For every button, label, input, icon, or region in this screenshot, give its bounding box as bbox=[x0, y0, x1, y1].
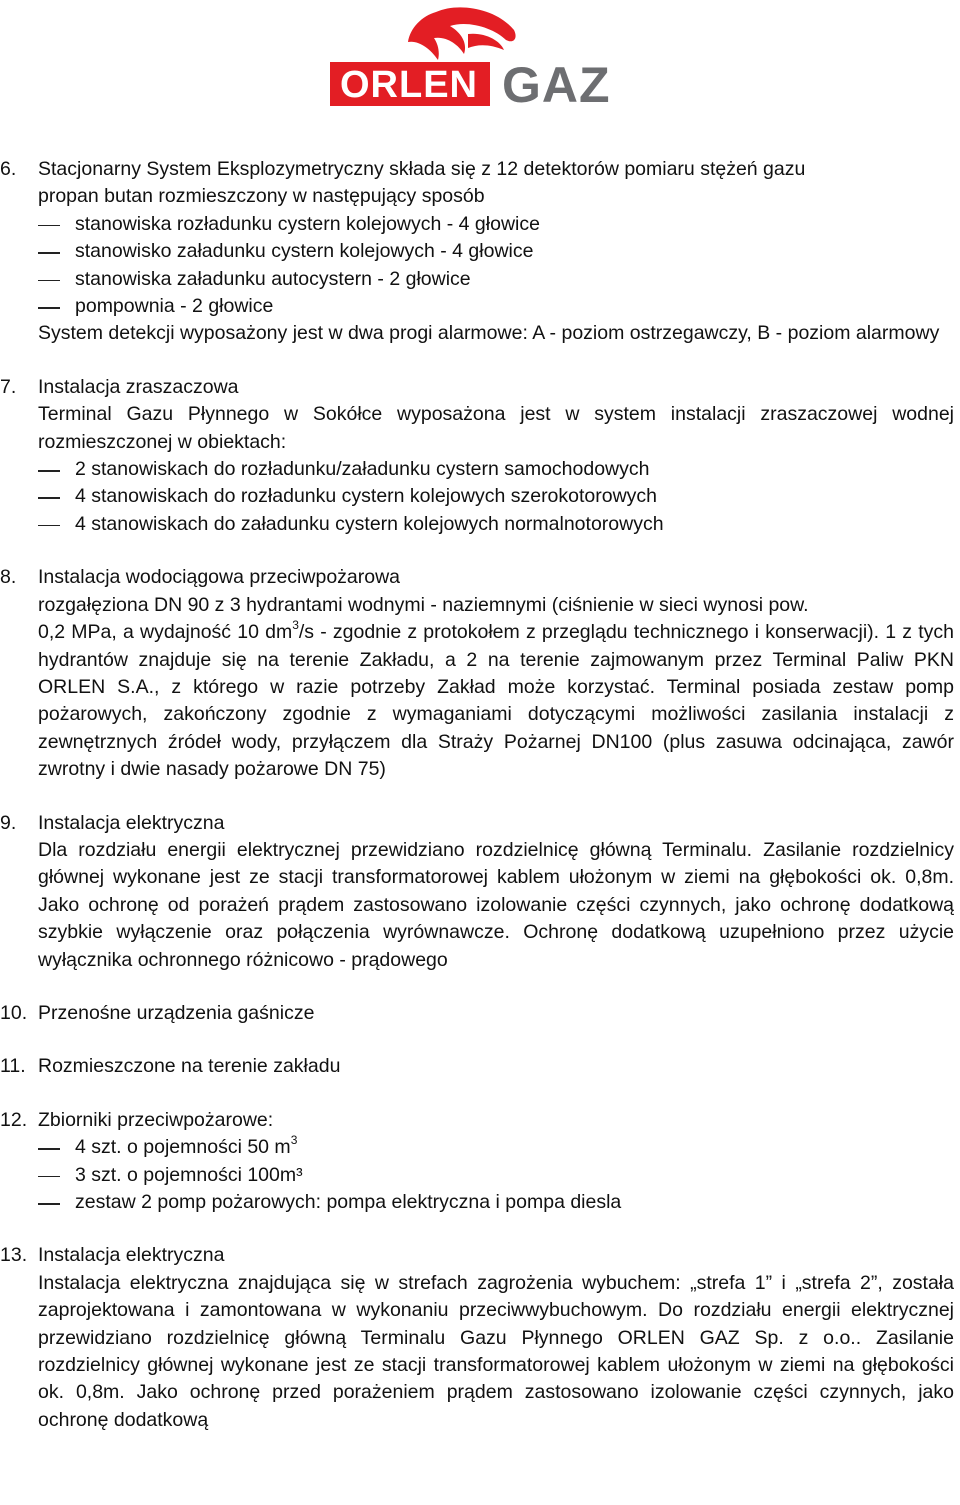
section-6-intro-line2: propan butan rozmieszczony w następujący sposób bbox=[38, 185, 485, 208]
section-number: 9. bbox=[0, 811, 17, 834]
list-item: 4 stanowiskach do załadunku cystern kolejowych normalnotorowych bbox=[38, 511, 954, 538]
section-number: 7. bbox=[0, 375, 17, 398]
list-item: stanowiska załadunku autocystern - 2 głowice bbox=[38, 266, 954, 293]
section-8-paragraph bbox=[38, 619, 954, 783]
section-8-line1: rozgałęziona DN 90 z 3 hydrantami wodnymi - naziemnymi (ciśnienie w sieci wynosi pow. bbox=[38, 593, 809, 616]
section-6-list bbox=[38, 211, 954, 321]
section-number: 10. bbox=[0, 1001, 28, 1024]
section-10 bbox=[0, 1000, 960, 1027]
section-number: 13. bbox=[0, 1244, 28, 1267]
section-number: 6. bbox=[0, 158, 17, 180]
list-item: 2 stanowiskach do rozładunku/załadunku cystern samochodowych bbox=[38, 456, 954, 483]
list-item: stanowiska rozładunku cystern kolejowych - 4 głowice bbox=[38, 211, 954, 238]
section-6-outro: System detekcji wyposażony jest w dwa progi alarmowe: A - poziom ostrzegawczy, B - poziom alarmowy bbox=[38, 322, 940, 345]
section-title: Przenośne urządzenia gaśnicze bbox=[38, 1001, 315, 1024]
section-8 bbox=[0, 564, 960, 783]
list-item: 4 stanowiskach do rozładunku cystern kolejowych szerokotorowych bbox=[38, 483, 954, 510]
section-8-text-post: /s - zgodnie z protokołem z przeglądu technicznego i konserwacji). 1 z tych hydrantów znajduje się na terenie Zakładu, a 2 na terenie zajmowanym przez Terminal Paliw PKN ORLEN S.A., z którego w razie potrzeby Zakład może korzystać. Terminal posiada zestaw pomp pożarowych, zakończony zgodnie z wymaganiami dotyczącymi możliwości zasilania instalacji z zewnętrznych źródeł wody, przyłączem dla Straży Pożarnej DN100 (plus zasuwa odcinająca, zawór zwrotny i dwie nasady pożarowe DN 75) bbox=[38, 621, 954, 781]
section-6-intro-line1: Stacjonarny System Eksplozymetryczny składa się z 12 detektorów pomiaru stężeń gazu bbox=[38, 158, 806, 180]
section-12-list bbox=[38, 1134, 954, 1216]
list-item: pompownia - 2 głowice bbox=[38, 293, 954, 320]
list-item: zestaw 2 pomp pożarowych: pompa elektryczna i pompa diesla bbox=[38, 1189, 954, 1216]
section-title: Rozmieszczone na terenie zakładu bbox=[38, 1055, 341, 1078]
section-8-text-pre: 0,2 MPa, a wydajność 10 dm bbox=[38, 621, 293, 644]
section-12 bbox=[0, 1107, 960, 1217]
list-item bbox=[38, 1134, 954, 1161]
section-number: 11. bbox=[0, 1055, 26, 1078]
section-number: 12. bbox=[0, 1108, 28, 1131]
section-7-list bbox=[38, 456, 954, 538]
section-7-intro: Terminal Gazu Płynnego w Sokółce wyposażona jest w system instalacji zraszaczowej wodnej rozmieszczonej w obiektach: bbox=[38, 403, 954, 453]
section-13-paragraph: Instalacja elektryczna znajdująca się w strefach zagrożenia wybuchem: „strefa 1” i „strefa 2”, została zaprojektowana i zamontowana w wykonaniu przeciwwybuchowym. Do rozdziału energii elektrycznej przewidziano rozdzielnicę główną Terminalu Gazu Płynnego ORLEN GAZ Sp. z o.o.. Zasilanie rozdzielnicy głównej wykonane jest ze stacji transformatorowej kablem ułożonym w ziemi na głębokości ok. 0,8m. Jako ochronę przed porażeniem prądem zastosowano izolowanie części czynnych, jako ochronę dodatkową bbox=[38, 1271, 954, 1431]
orlen-gaz-logo bbox=[318, 4, 618, 112]
section-title: Instalacja wodociągowa przeciwpożarowa bbox=[38, 566, 401, 589]
document-body bbox=[0, 156, 960, 1460]
list-item: 3 szt. o pojemności 100m³ bbox=[38, 1162, 954, 1189]
superscript: 3 bbox=[290, 1132, 298, 1147]
logo-gaz-text: GAZ bbox=[502, 57, 611, 113]
section-title: Instalacja elektryczna bbox=[38, 1244, 225, 1267]
section-11 bbox=[0, 1053, 960, 1080]
list-item-text: 4 szt. o pojemności 50 m bbox=[75, 1136, 291, 1159]
section-title: Instalacja elektryczna bbox=[38, 811, 225, 834]
section-9-paragraph: Dla rozdziału energii elektrycznej przewidziano rozdzielnicę główną Terminalu. Zasilanie rozdzielnicy głównej wykonane jest ze stacji transformatorowej kablem ułożonym w ziemi na głębokości ok. 0,8m. Jako ochronę od porażeń prądem zastosowano izolowanie części czynnych, jako ochronę dodatkową szybkie wyłączenie oraz połączenia wyrównawcze. Ochronę dodatkową uzupełniono przez użycie wyłącznika ochronnego różnicowo - prądowego bbox=[38, 838, 954, 971]
section-number: 8. bbox=[0, 566, 17, 589]
section-9 bbox=[0, 810, 960, 974]
superscript: 3 bbox=[292, 617, 299, 632]
logo-orlen-text: ORLEN bbox=[340, 64, 478, 106]
list-item: stanowisko załadunku cystern kolejowych - 4 głowice bbox=[38, 238, 954, 265]
section-13 bbox=[0, 1242, 960, 1434]
section-7 bbox=[0, 374, 960, 538]
section-title: Instalacja zraszaczowa bbox=[38, 375, 239, 398]
section-title: Zbiorniki przeciwpożarowe: bbox=[38, 1108, 274, 1131]
section-6 bbox=[0, 156, 960, 348]
